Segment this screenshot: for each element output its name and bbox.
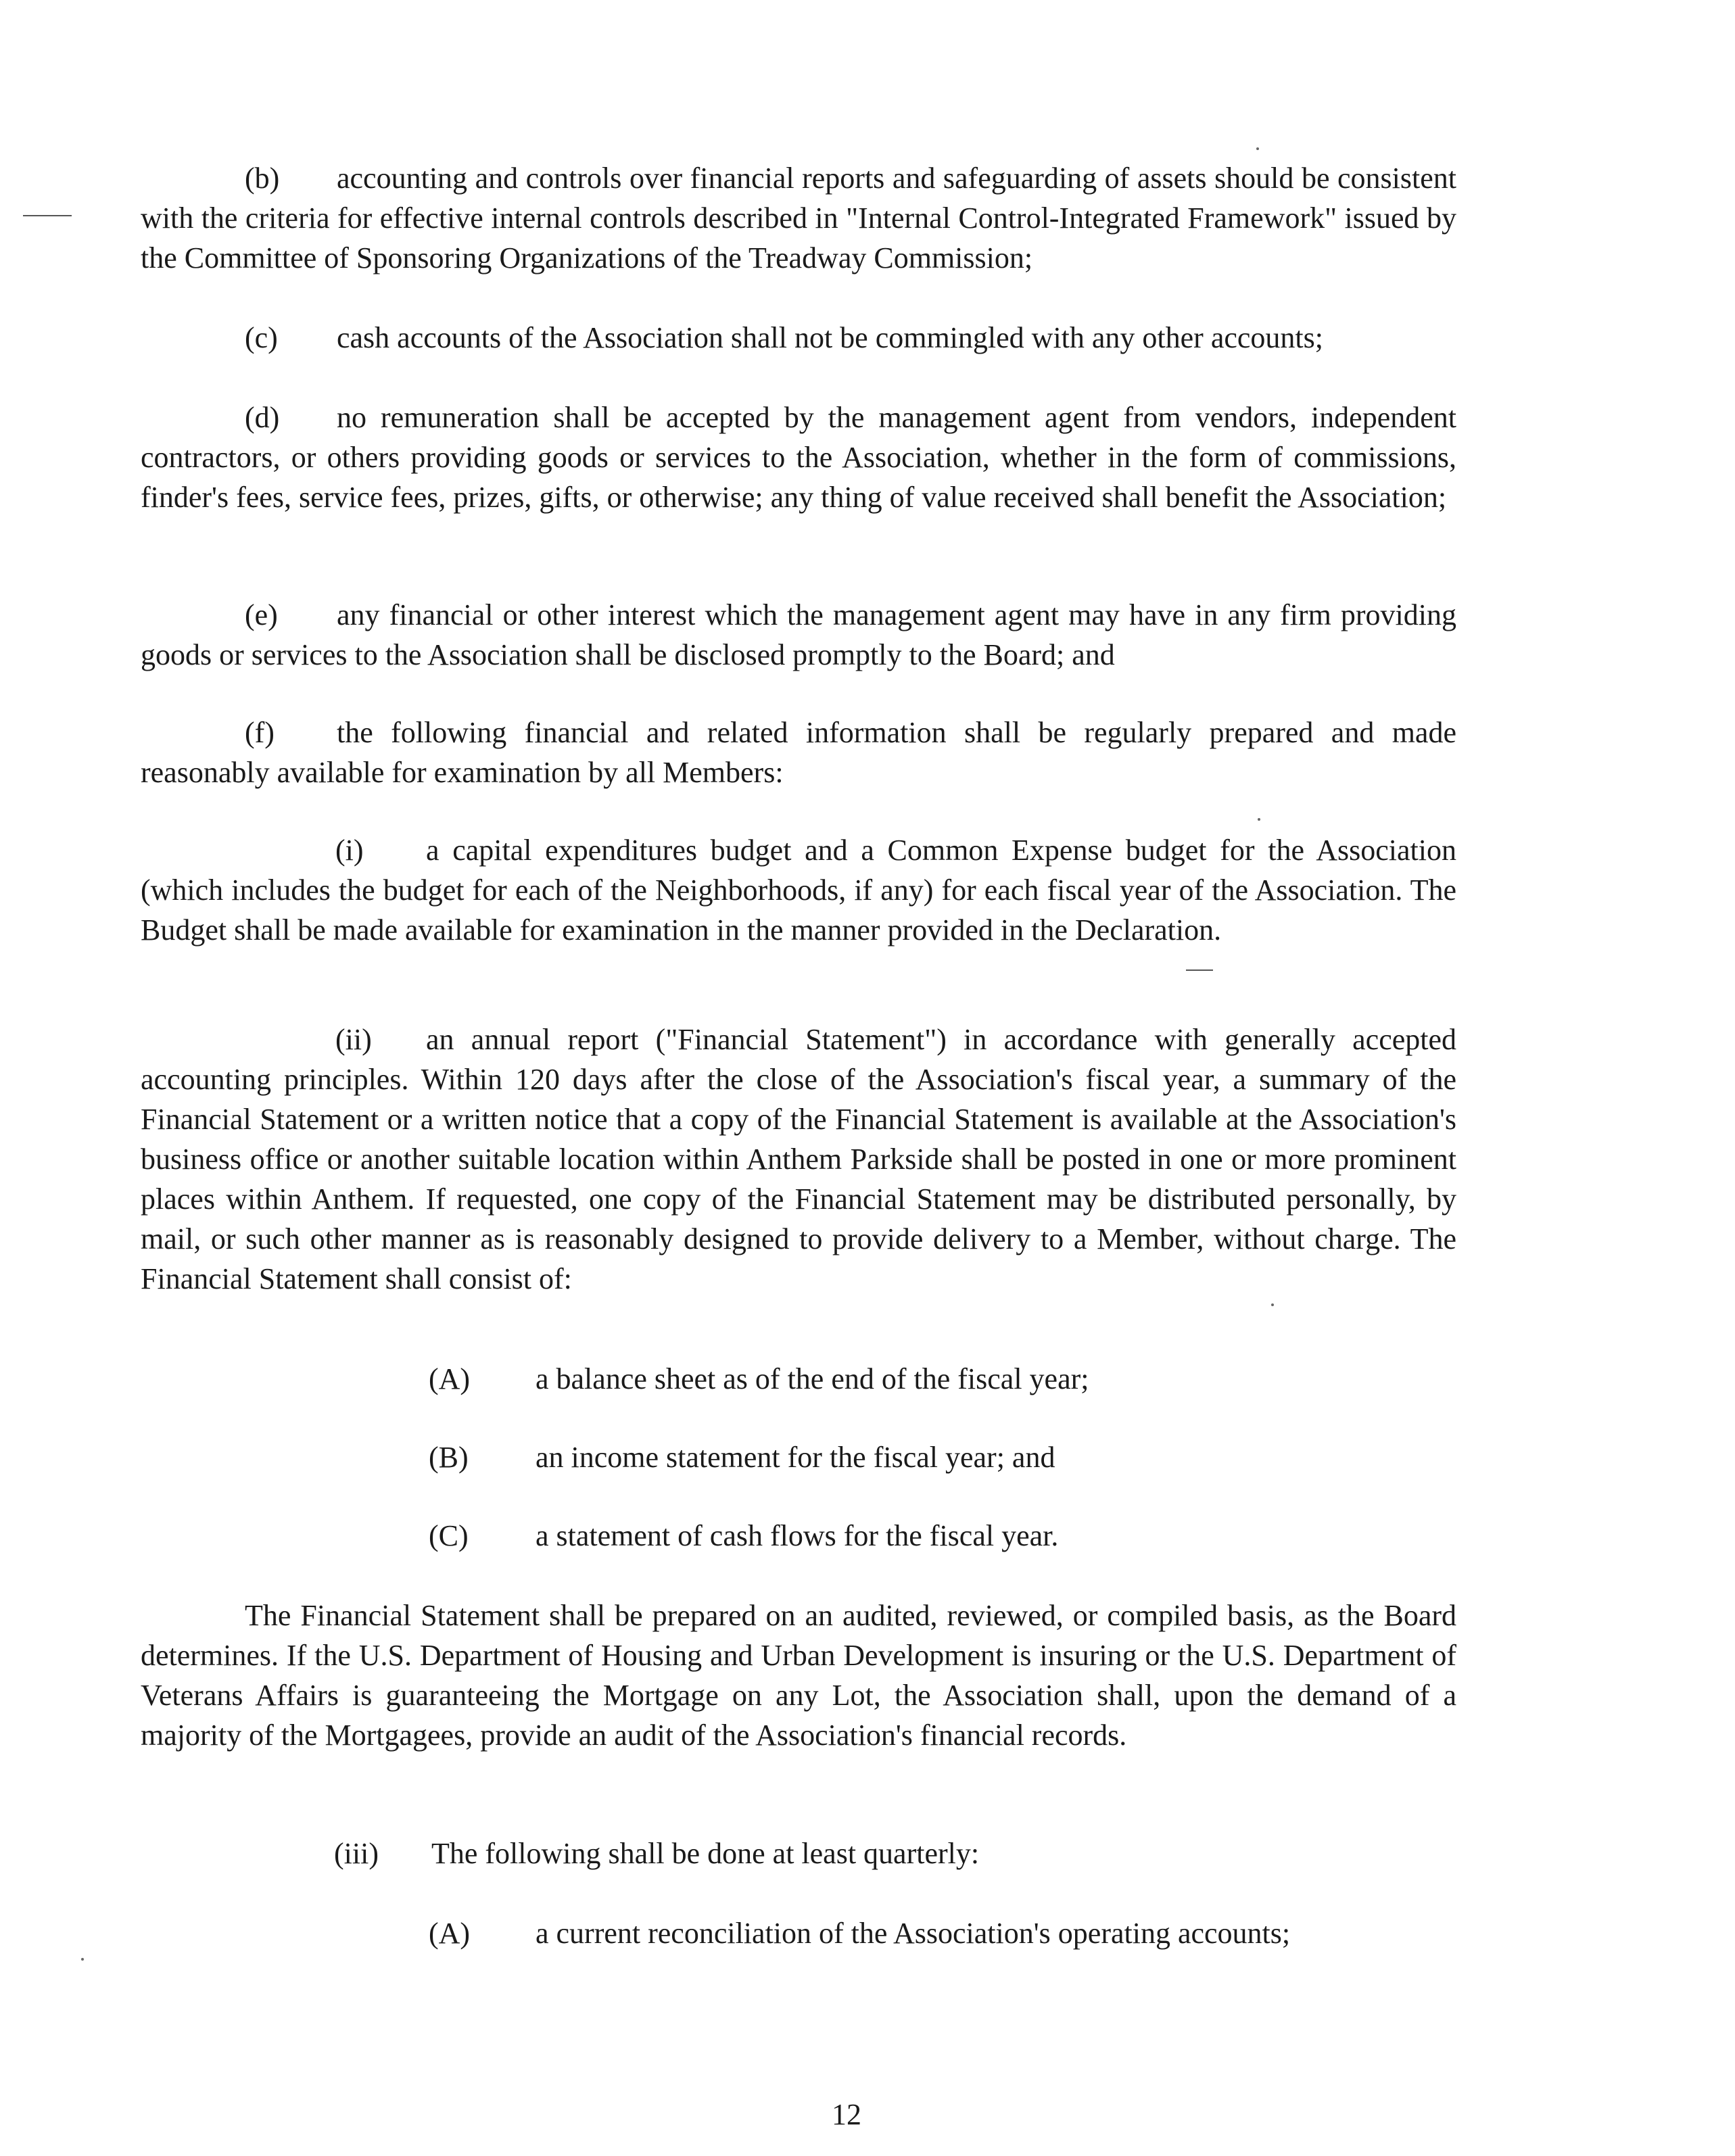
scan-dot	[1258, 818, 1260, 821]
paragraph-label: (c)	[245, 321, 278, 354]
paragraph-text: accounting and controls over financial reports and safeguarding of assets should be consistent with the criteria for effective internal controls described in "Internal Control-Integrated Framework" issued by the Committee of Sponsoring Organizations of the Treadway Commission;	[141, 162, 1456, 274]
page-number: 12	[832, 2098, 861, 2131]
list-item-text: a balance sheet as of the end of the fiscal year;	[536, 1362, 1089, 1395]
paragraph-label: (b)	[245, 162, 280, 195]
list-item-text: a current reconciliation of the Association's operating accounts;	[536, 1917, 1291, 1950]
list-item	[429, 1437, 1055, 1477]
paragraph-f	[141, 713, 1456, 792]
paragraph-label: (d)	[245, 401, 280, 434]
paragraph-text: The following shall be done at least quarterly:	[431, 1837, 980, 1870]
paragraph-d	[141, 398, 1456, 517]
list-item	[429, 1913, 1290, 1953]
scan-mark	[23, 215, 72, 216]
paragraph-label: (i)	[335, 834, 364, 867]
list-item-label: (A)	[429, 1917, 471, 1950]
paragraph-label: (ii)	[335, 1023, 372, 1056]
paragraph-e	[141, 595, 1456, 675]
scan-dot	[1271, 1303, 1274, 1306]
paragraph-text: any financial or other interest which the management agent may have in any firm providing goods or services to the Association shall be disclosed promptly to the Board; and	[141, 598, 1456, 671]
paragraph-i	[141, 830, 1456, 950]
scan-mark	[1186, 969, 1213, 971]
paragraph-text: a capital expenditures budget and a Common Expense budget for the Association (which includes the budget for each of the Neighborhoods, if any) for each fiscal year of the Association. The Budget shall be made available for examination in the manner provided in the Declaration.	[141, 834, 1456, 947]
paragraph-iii	[334, 1834, 979, 1873]
paragraph-label: (f)	[245, 716, 275, 749]
paragraph-label: (iii)	[334, 1837, 379, 1870]
paragraph-text: an annual report ("Financial Statement") in accordance with generally accepted accounting principles. Within 120 days after the close of the Association's fiscal year, a summary of the Financial Statement or a written notice that a copy of the Financial Statement is available at the Association's business office or another suitable location within Anthem Parkside shall be posted in one or more prominent places within Anthem. If requested, one copy of the Financial Statement may be distributed personally, by mail, or such other manner as is reasonably designed to provide delivery to a Member, without charge. The Financial Statement shall consist of:	[141, 1023, 1456, 1295]
paragraph-c	[141, 318, 1456, 358]
list-item-text: an income statement for the fiscal year; and	[536, 1441, 1055, 1474]
list-item-label: (A)	[429, 1362, 471, 1395]
list-item-label: (B)	[429, 1441, 469, 1474]
paragraph-label: (e)	[245, 598, 278, 631]
paragraph-text: the following financial and related information shall be regularly prepared and made reasonably available for examination by all Members:	[141, 716, 1456, 789]
paragraph-financial-statement-basis: The Financial Statement shall be prepared on an audited, reviewed, or compiled basis, as the Board determines. If the U.S. Department of Housing and Urban Development is insuring or the U.S. Department of Veterans Affairs is guaranteeing the Mortgage on any Lot, the Association shall, upon the demand of a majority of the Mortgagees, provide an audit of the Association's financial records.	[141, 1599, 1456, 1752]
list-item-text: a statement of cash flows for the fiscal year.	[536, 1519, 1059, 1552]
list-item-label: (C)	[429, 1519, 469, 1552]
scan-dot	[81, 1958, 84, 1961]
paragraph-text: no remuneration shall be accepted by the management agent from vendors, independent contractors, or others providing goods or services to the Association, whether in the form of commissions, finder's fees, service fees, prizes, gifts, or otherwise; any thing of value received shall benefit the Association;	[141, 401, 1456, 514]
scan-dot	[1256, 147, 1259, 150]
list-item	[429, 1359, 1089, 1399]
paragraph-text: cash accounts of the Association shall not be commingled with any other accounts;	[337, 321, 1323, 354]
list-item	[429, 1516, 1058, 1556]
paragraph-ii	[141, 1020, 1456, 1299]
paragraph-b	[141, 158, 1456, 278]
